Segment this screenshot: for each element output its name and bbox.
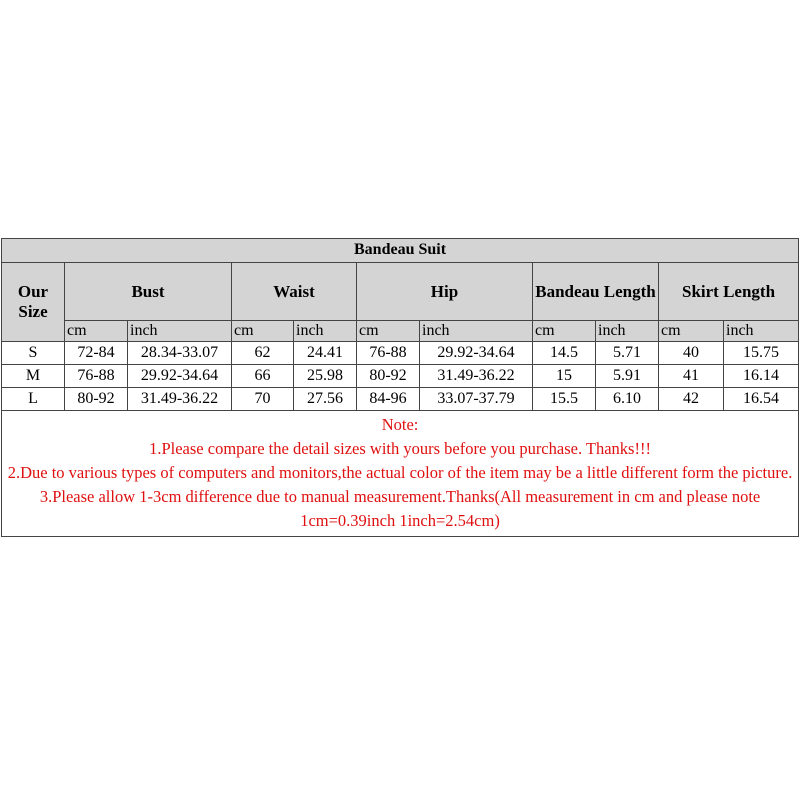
table-cell: 80-92	[357, 365, 420, 388]
table-cell: 16.54	[724, 388, 799, 411]
unit-label: inch	[128, 321, 232, 342]
unit-label: inch	[294, 321, 357, 342]
table-cell: 72-84	[65, 342, 128, 365]
table-cell: 42	[659, 388, 724, 411]
table-cell: 29.92-34.64	[420, 342, 533, 365]
table-cell: 33.07-37.79	[420, 388, 533, 411]
size-column-header: Our Size	[2, 263, 65, 342]
notes-section	[2, 411, 799, 537]
table-cell: 15.75	[724, 342, 799, 365]
skirt-length-header: Skirt Length	[659, 263, 799, 321]
table-cell: 41	[659, 365, 724, 388]
table-cell: 84-96	[357, 388, 420, 411]
unit-label: cm	[65, 321, 128, 342]
table-cell: 28.34-33.07	[128, 342, 232, 365]
table-cell: 24.41	[294, 342, 357, 365]
table-cell: 27.56	[294, 388, 357, 411]
table-cell: 29.92-34.64	[128, 365, 232, 388]
size-cell: L	[2, 388, 65, 411]
table-cell: 6.10	[596, 388, 659, 411]
unit-label: cm	[659, 321, 724, 342]
bandeau-length-header: Bandeau Length	[533, 263, 659, 321]
table-cell: 70	[232, 388, 294, 411]
note-line: 3.Please allow 1-3cm difference due to manual measurement.Thanks(All measurement in cm and please note 1cm=0.39inch 1inch=2.54cm)	[39, 487, 761, 530]
table-cell: 62	[232, 342, 294, 365]
hip-header: Hip	[357, 263, 533, 321]
table-cell: 14.5	[533, 342, 596, 365]
unit-label: inch	[420, 321, 533, 342]
table-cell: 80-92	[65, 388, 128, 411]
notes-heading: Note:	[381, 415, 419, 434]
table-cell: 76-88	[65, 365, 128, 388]
table-cell: 16.14	[724, 365, 799, 388]
table-cell: 15.5	[533, 388, 596, 411]
note-line: 2.Due to various types of computers and monitors,the actual color of the item may be a little different form the picture.	[7, 463, 793, 482]
table-cell: 5.91	[596, 365, 659, 388]
table-row	[2, 388, 799, 411]
unit-label: inch	[596, 321, 659, 342]
table-cell: 31.49-36.22	[128, 388, 232, 411]
unit-label: cm	[232, 321, 294, 342]
table-row	[2, 365, 799, 388]
table-row	[2, 342, 799, 365]
table-cell: 40	[659, 342, 724, 365]
size-cell: M	[2, 365, 65, 388]
unit-label: inch	[724, 321, 799, 342]
waist-header: Waist	[232, 263, 357, 321]
table-cell: 66	[232, 365, 294, 388]
table-title: Bandeau Suit	[2, 239, 799, 263]
table-cell: 31.49-36.22	[420, 365, 533, 388]
size-cell: S	[2, 342, 65, 365]
bust-header: Bust	[65, 263, 232, 321]
table-cell: 25.98	[294, 365, 357, 388]
table-cell: 76-88	[357, 342, 420, 365]
table-cell: 5.71	[596, 342, 659, 365]
unit-label: cm	[357, 321, 420, 342]
note-line: 1.Please compare the detail sizes with yours before you purchase. Thanks!!!	[149, 439, 651, 458]
table-cell: 15	[533, 365, 596, 388]
size-chart-table	[1, 238, 799, 537]
unit-label: cm	[533, 321, 596, 342]
